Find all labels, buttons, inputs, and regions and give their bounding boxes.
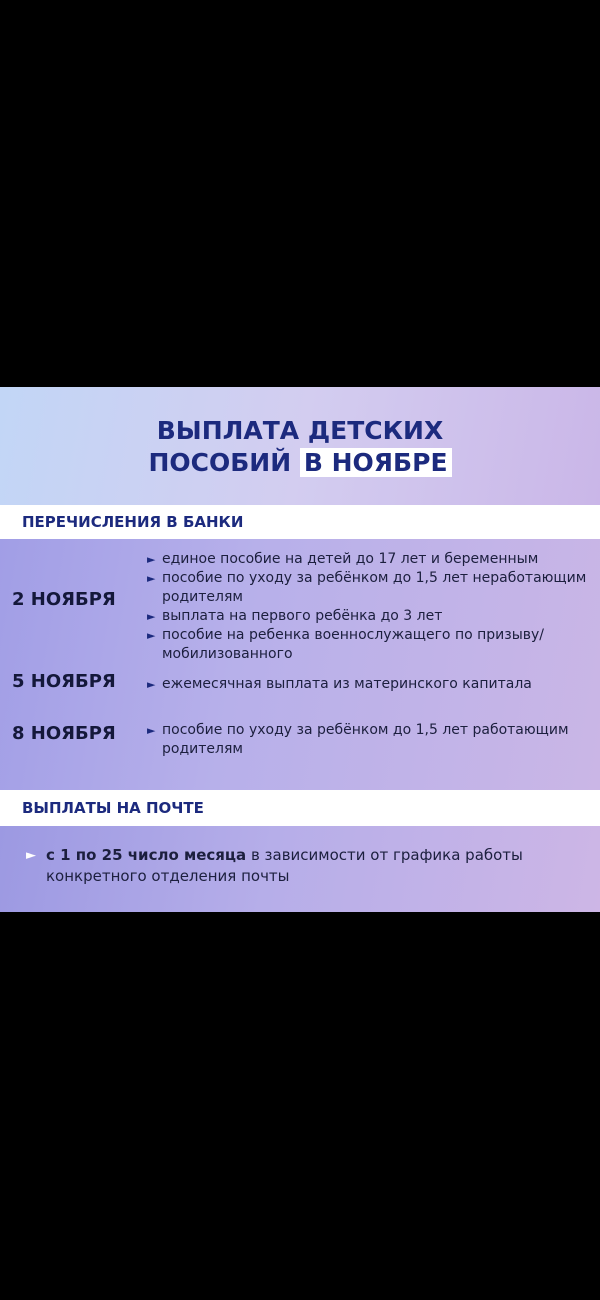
date-label: 8 НОЯБРЯ bbox=[12, 723, 116, 744]
triangle-right-icon: ► bbox=[147, 678, 156, 691]
items-list bbox=[147, 721, 592, 759]
banks-heading: ПЕРЕЧИСЛЕНИЯ В БАНКИ bbox=[0, 505, 600, 539]
triangle-right-icon: ► bbox=[147, 610, 156, 623]
list-item: ► выплата на первого ребёнка до 3 лет bbox=[147, 608, 443, 624]
post-description: в зависимости от графика работы конкретного отделения почты bbox=[46, 846, 523, 885]
triangle-right-icon: ► bbox=[147, 629, 156, 642]
date-label: 5 НОЯБРЯ bbox=[12, 671, 116, 692]
triangle-right-icon: ► bbox=[147, 724, 156, 737]
post-period: с 1 по 25 число месяца bbox=[46, 846, 247, 864]
date-label: 2 НОЯБРЯ bbox=[12, 589, 116, 610]
title-word: ПОСОБИЙ bbox=[148, 448, 292, 477]
triangle-right-icon: ► bbox=[147, 572, 156, 585]
title-highlight: В НОЯБРЕ bbox=[300, 448, 452, 477]
info-card bbox=[0, 387, 600, 912]
post-item bbox=[26, 845, 600, 887]
page-title-line2 bbox=[0, 447, 600, 479]
list-item: ► пособие на ребенка военнослужащего по призыву/мобилизованного bbox=[147, 627, 544, 662]
list-item: ► пособие по уходу за ребёнком до 1,5 лет неработающим родителям bbox=[147, 570, 587, 605]
triangle-right-icon: ► bbox=[147, 553, 156, 566]
banks-section bbox=[0, 539, 600, 790]
list-item: ► пособие по уходу за ребёнком до 1,5 лет работающим родителям bbox=[147, 722, 569, 757]
post-heading: ВЫПЛАТЫ НА ПОЧТЕ bbox=[0, 790, 600, 826]
items-list bbox=[147, 550, 592, 664]
list-item: ► ежемесячная выплата из материнского капитала bbox=[147, 676, 532, 692]
triangle-right-icon: ► bbox=[26, 848, 36, 863]
list-item: ► единое пособие на детей до 17 лет и беременным bbox=[147, 551, 539, 567]
post-section bbox=[0, 826, 600, 912]
page-title-line1: ВЫПЛАТА ДЕТСКИХ bbox=[156, 416, 444, 445]
header bbox=[0, 387, 600, 505]
items-list bbox=[147, 675, 592, 694]
